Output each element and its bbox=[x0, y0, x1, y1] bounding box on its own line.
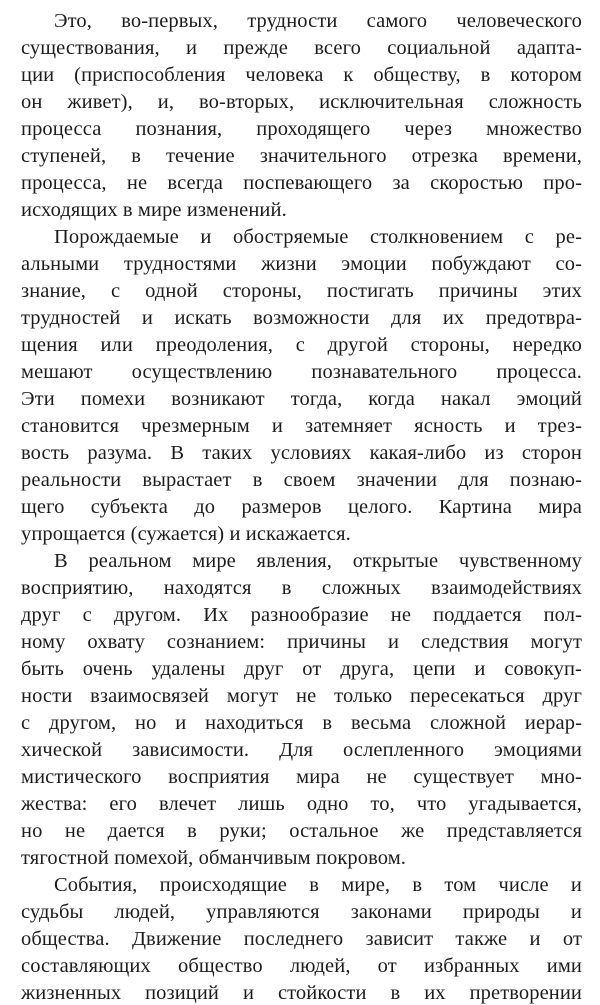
text-line: становится чрезмерным и затемняет ясность и трез- bbox=[21, 415, 582, 437]
text-line: знание, с одной стороны, постигать причины этих bbox=[21, 280, 582, 302]
text-line: жества: его влечет лишь одно то, что угадывается, bbox=[21, 793, 582, 815]
text-line: реальности вырастает в своем значении для познаю- bbox=[21, 469, 582, 491]
text-line: процесса, не всегда поспевающего за скоростью про- bbox=[21, 172, 582, 194]
text-line: процесса познания, проходящего через множество bbox=[21, 118, 582, 140]
text-line: Эти помехи возникают тогда, когда накал эмоций bbox=[21, 388, 582, 410]
text-line: с другом, но и находиться в весьма сложной иерар- bbox=[21, 712, 582, 734]
text-line: мешают осуществлению познавательного процесса. bbox=[21, 361, 582, 383]
text-line: но не дается в руки; остальное же представляется bbox=[21, 820, 582, 842]
text-line: он живет), и, во-вторых, исключительная сложность bbox=[21, 91, 582, 113]
text-line: В реальном мире явления, открытые чувственному bbox=[54, 550, 582, 572]
text-line: Порождаемые и обостряемые столкновением с ре- bbox=[54, 226, 582, 248]
text-line: общества. Движение последнего зависит также и от bbox=[21, 928, 582, 950]
text-line: вость разума. В таких условиях какая-либо из сторон bbox=[21, 442, 582, 464]
book-page bbox=[21, 0, 582, 1005]
text-line: События, происходящие в мире, в том числе и bbox=[54, 874, 582, 896]
text-line: упрощается (сужается) и искажается. bbox=[21, 523, 351, 545]
text-line: ции (приспособления человека к обществу, в котором bbox=[21, 64, 582, 86]
text-line: хической зависимости. Для ослепленного эмоциями bbox=[21, 739, 582, 761]
text-line: мистического восприятия мира не существует мно- bbox=[21, 766, 582, 788]
text-line: быть очень удалены друг от друга, цепи и совокуп- bbox=[21, 658, 582, 680]
text-line: тягостной помехой, обманчивым покровом. bbox=[21, 847, 407, 869]
text-line: трудностей и искать возможности для их предотвра- bbox=[21, 307, 582, 329]
text-line: щего субъекта до размеров целого. Картина мира bbox=[21, 496, 582, 518]
text-line: ному охвату сознанием: причины и следствия могут bbox=[21, 631, 582, 653]
text-line: существования, и прежде всего социальной адапта- bbox=[21, 37, 582, 59]
text-line: судьбы людей, управляются законами природы и bbox=[21, 901, 582, 923]
text-line: восприятию, находятся в сложных взаимодействиях bbox=[21, 577, 582, 599]
text-line: щения или преодоления, с другой стороны, нередко bbox=[21, 334, 582, 356]
text-line: составляющих общество людей, от избранных ими bbox=[21, 955, 582, 977]
text-line: друг с другом. Их разнообразие не поддается пол- bbox=[21, 604, 582, 626]
text-line: ступеней, в течение значительного отрезка времени, bbox=[21, 145, 582, 167]
text-line: жизненных позиций и стойкости в их претворении bbox=[21, 982, 582, 1004]
text-line: ности взаимосвязей могут не только пересекаться друг bbox=[21, 685, 582, 707]
text-line: альными трудностями жизни эмоции побуждают со- bbox=[21, 253, 582, 275]
text-line: Это, во-первых, трудности самого человеческого bbox=[54, 10, 582, 32]
text-line: исходящих в мире изменений. bbox=[21, 199, 287, 221]
